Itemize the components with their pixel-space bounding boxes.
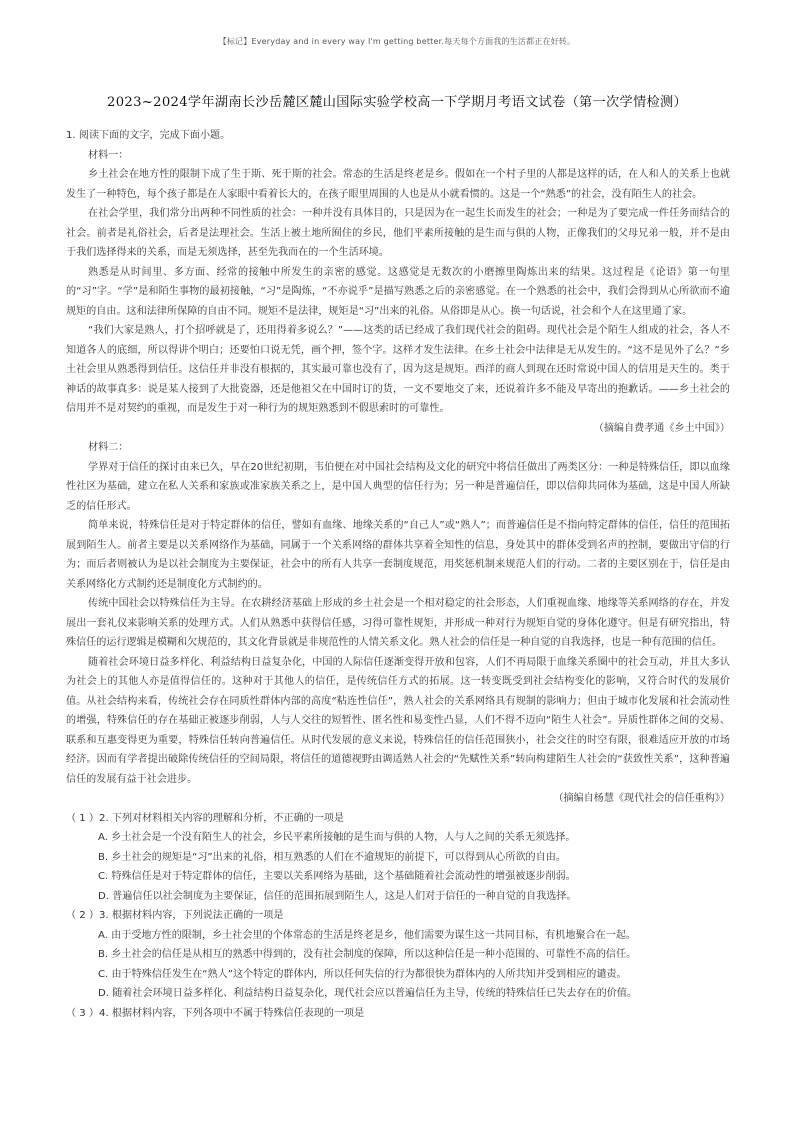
material1-paragraph: “我们大家是熟人，打个招呼就是了，还用得着多说么？”——这类的话已经成了我们现代社会的阻碍。现代社会是个陌生人组成的社会，各人不知道各人的底细，所以得讲个明白；还要怕口说无凭，画个押，签个字。这样才发生法律。在乡土社会中法律是无从发生的。“这不是见外了么？”乡土社会里从熟悉得到信任。这信任并非没有根据的，其实最可靠也没有了，因为这是规矩。西洋的商人到现在还时常说中国人的信用是天生的。类于神话的故事真多：说是某人接到了大批瓷器，还是他祖父在中国时订的货，一文不要地交了来，还说着许多不能及早寄出的抱歉话。——乡土社会的信用并不是对契约的重视，而是发生于对一种行为的规矩熟悉到不假思索时的可靠性。 <box>66 325 730 414</box>
option-list <box>66 828 730 906</box>
material1-paragraph: 在社会学里，我们常分出两种不同性质的社会：一种并没有具体目的，只是因为在一起生长而发生的社会；一种是为了要完成一件任务而结合的社会。前者是礼俗社会，后者是法理社会。生活上被土地所囿住的乡民，他们平素所接触的是生而与俱的人物，正像我们的父母兄弟一般，并不是由于我们选择得来的关系，而是无须选择，甚至先我而在的一个生活环境。 <box>66 208 730 258</box>
material1-label: 材料一： <box>88 149 129 161</box>
document-body <box>66 126 730 1023</box>
material1-paragraph: 熟悉是从时间里、多方面、经常的接触中所发生的亲密的感觉。这感觉是无数次的小磨擦里陶炼出来的结果。这过程是《论语》第一句里的“习”字。“学”是和陌生事物的最初接触，“习”是陶炼，“不亦说乎”是描写熟悉之后的亲密感觉。在一个熟悉的社会中，我们会得到从心所欲而不逾规矩的自由。这和法律所保障的自由不同。规矩不是法律，规矩是“习”出来的礼俗。从俗即是从心。换一句话说，社会和个人在这里通了家。 <box>66 266 730 317</box>
question-stem: （ 3 ）4. 根据材料内容，下列各项中不属于特殊信任表现的一项是 <box>66 1007 365 1019</box>
material2-paragraph: 传统中国社会以特殊信任为主导。在农耕经济基础上形成的乡土社会是一个相对稳定的社会形态，人们重视血缘、地缘等关系网络的存在，并发展出一套礼仪来影响关系的处理方式。人们从熟悉中获得信任感，习得可靠性规矩，并形成一种对行为规矩自觉的身体化遵守。但是有研究指出，特殊信任的运行逻辑是模糊和欠规范的，其文化背景就是非规范性的人情关系文化。熟人社会的信任是一种自觉的自我选择，也是一种有范围的信任。 <box>66 598 730 648</box>
option-c[interactable]: C. 由于特殊信任发生在“熟人”这个特定的群体内，所以任何失信的行为都很快为群体内的人所共知并受到相应的谴责。 <box>98 968 627 980</box>
material1-paragraph: 乡土社会在地方性的限制下成了生于斯、死于斯的社会。常态的生活是终老是乡。假如在一个村子里的人都是这样的话，在人和人的关系上也就发生了一种特色，每个孩子都是在人家眼中看着长大的，在孩子眼里周围的人也是从小就看惯的。这是一个“熟悉”的社会，没有陌生人的社会。 <box>66 169 730 200</box>
material1-source: （摘编自费孝通《乡土中国》） <box>593 422 730 434</box>
option-d[interactable]: D. 随着社会环境日益多样化、利益结构日益复杂化，现代社会应以普遍信任为主导，传统的特殊信任已失去存在的价值。 <box>98 988 638 999</box>
question-stem: （ 2 ）3. 根据材料内容，下列说法正确的一项是 <box>66 910 284 921</box>
question-intro: 1. 阅读下面的文字，完成下面小题。 <box>66 130 231 141</box>
option-list <box>66 926 730 1004</box>
material2-source: （摘编自杨慧《现代社会的信任重构》） <box>553 793 730 804</box>
material2-paragraph: 学界对于信任的探讨由来已久，早在20世纪初期，韦伯便在对中国社会结构及文化的研究中将信任做出了两类区分：一种是特殊信任，即以血缘性社区为基础，建立在私人关系和家族或准家族关系之上，是中国人典型的信任行为；另一种是普遍信任，即以信仰共同体为基础，这是中国人所缺乏的信任形式。 <box>66 461 730 512</box>
question-stem: （ 1 ）2. 下列对材料相关内容的理解和分析，不正确的一项是 <box>66 812 345 824</box>
option-a[interactable]: A. 由于受地方性的限制，乡土社会里的个体常态的生活是终老是乡，他们需要为谋生这一共同目标，有机地聚合在一起。 <box>98 929 637 941</box>
option-c[interactable]: C. 特殊信任是对于特定群体的信任，主要以关系网络为基础，这个基础随着社会流动性的增强被逐步削弱。 <box>98 871 576 882</box>
material2-label: 材料二： <box>88 442 129 453</box>
page-title: 2023~2024学年湖南长沙岳麓区麓山国际实验学校高一下学期月考语文试卷（第一次学情检测） <box>107 95 687 110</box>
option-d[interactable]: D. 普遍信任以社会制度为主要保证，信任的范围拓展到陌生人，这是人们对于信任的一种自觉的自我选择。 <box>98 890 577 902</box>
material2-paragraph: 简单来说，特殊信任是对于特定群体的信任，譬如有血缘、地缘关系的“自己人”或“熟人”；而普遍信任是不指向特定群体的信任，信任的范围拓展到陌生人。前者主要是以关系网络作为基础，同属于一个关系网络的群体共享着全知性的信息，身处其中的群体受到名声的控制，要做出守信的行为；而后者则被认为是以社会制度为主要保证，社会中的所有人共享一套制度规范，用奖惩机制来规范人们的行动。二者的主要区别在于，信任是由关系网络化方式制约还是制度化方式制约的。 <box>66 520 730 590</box>
option-b[interactable]: B. 乡土社会的规矩是“习”出来的礼俗，相互熟悉的人们在不逾规矩的前提下，可以得到从心所欲的自由。 <box>98 851 566 863</box>
material2-paragraph: 随着社会环境日益多样化、利益结构日益复杂化，中国的人际信任逐渐变得开放和包容，人们不再局限于血缘关系圈中的社会互动，并且大多认为社会上的其他人亦是值得信任的。这种对于其他人的信任，是传统信任方式的拓展。这一转变既受到社会结构变化的影响，又符合时代的发展价值。从社会结构来看，传统社会存在同质性群体内部的高度“粘连性信任”，熟人社会的关系网络具有规制的影响力；但由于城市化发展和社会流动性的增强，特殊信任的存在基础正被逐步削弱，人与人交往的短暂性、匿名性和易变性凸显，人们不得不迈向“陌生人社会”。异质性群体之间的交易、联系和互惠变得更为重要，特殊信任转向普遍信任。从时代发展的意义来说，特殊信任的信任范围狭小，社会交往的时空有限，很难适应开放的市场经济。因而有学者提出破除传统信任的空间局限，将信任的道德视野由调适熟人社会的“先赋性关系”转向构建陌生人社会的“获致性关系”，这种普遍信任的发展有益于社会进步。 <box>66 656 730 785</box>
header-note: 【标记】Everyday and in every way I'm getting better.每天每个方面我的生活都正在好转。 <box>218 37 576 46</box>
option-b[interactable]: B. 乡土社会的信任是从相互的熟悉中得到的，没有社会制度的保障，所以这种信任是一种小范围的、可靠性不高的信任。 <box>98 949 637 960</box>
option-a[interactable]: A. 乡土社会是一个没有陌生人的社会，乡民平素所接触的是生而与俱的人物，人与人之间的关系无须选择。 <box>98 832 576 843</box>
